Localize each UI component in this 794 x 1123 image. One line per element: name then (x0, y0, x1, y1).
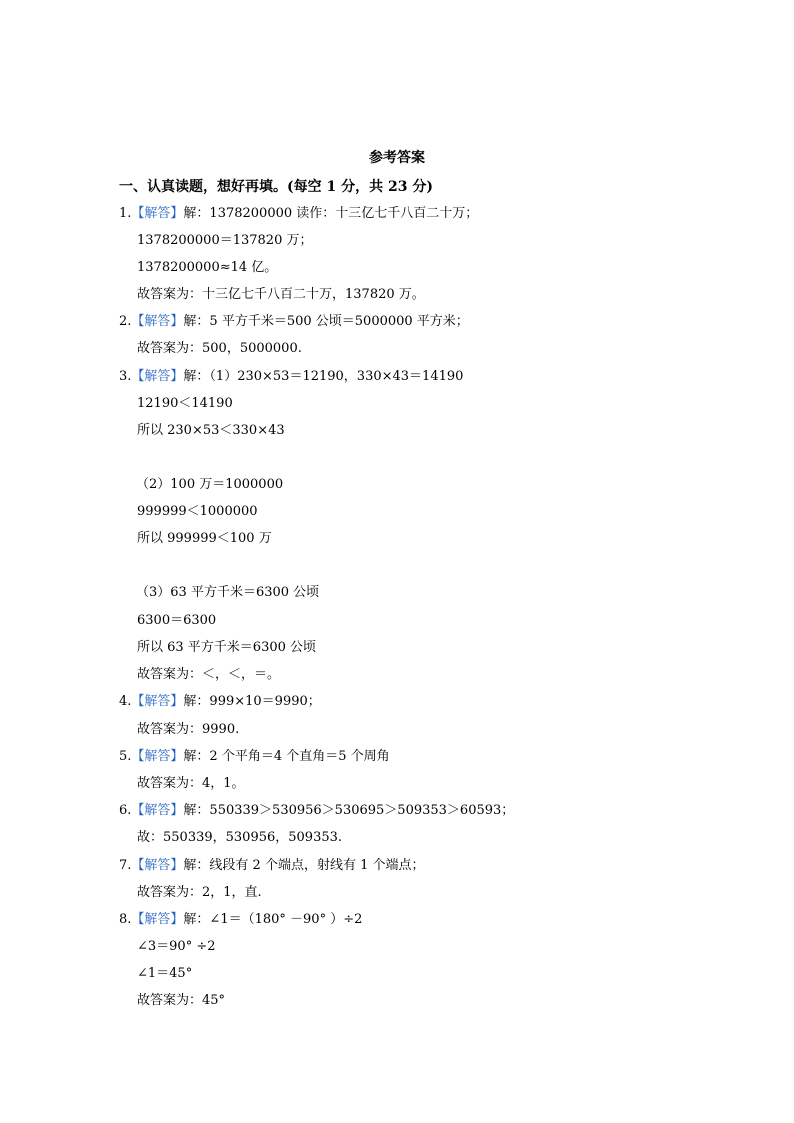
answer-2-lead: 2.【解答】解：5 平方千米＝500 公顷＝5000000 平方米； (119, 314, 469, 329)
answer-7-line: 故答案为：2，1，直. (137, 885, 262, 900)
answer-3-line: 999999＜1000000 (137, 504, 258, 519)
answer-8-line: ∠3＝90° ÷2 (137, 939, 216, 954)
answer-4-lead: 4.【解答】解：999×10＝9990； (119, 694, 321, 709)
answer-3-line: 12190＜14190 (137, 396, 233, 411)
answer-tag: 【解答】 (131, 749, 184, 764)
answer-tag: 【解答】 (131, 314, 184, 329)
answer-3-line: 6300＝6300 (137, 613, 217, 628)
answer-3-line: 所以 63 平方千米＝6300 公顷 (137, 640, 317, 655)
answer-6-line: 故：550339，530956，509353. (137, 830, 343, 845)
answer-4-line: 故答案为：9990. (137, 722, 240, 737)
answer-3-line: （2）100 万＝1000000 (136, 477, 284, 492)
answer-7-lead: 7.【解答】解：线段有 2 个端点，射线有 1 个端点； (119, 858, 425, 873)
answer-1-line: 1378200000＝137820 万； (137, 233, 313, 248)
answer-8-line: 故答案为：45° (137, 993, 226, 1008)
page-title: 参考答案 (369, 150, 425, 166)
answer-5-lead: 5.【解答】解：2 个平角＝4 个直角＝5 个周角 (119, 749, 390, 764)
answer-tag: 【解答】 (131, 694, 184, 709)
answer-8-lead: 8.【解答】解：∠1＝（180° －90° ）÷2 (119, 912, 363, 927)
answer-3-lead: 3.【解答】解：（1）230×53＝12190，330×43＝14190 (119, 369, 464, 384)
answer-tag: 【解答】 (131, 369, 184, 384)
answer-tag: 【解答】 (131, 803, 184, 818)
answer-3-line: （3）63 平方千米＝6300 公顷 (136, 585, 320, 600)
answer-2-line: 故答案为：500，5000000. (137, 341, 302, 356)
answer-8-line: ∠1＝45° (137, 966, 193, 981)
answer-1-line: 1378200000≈14 亿。 (137, 260, 278, 275)
answer-3-line: 故答案为：＜，＜，＝。 (137, 667, 281, 682)
answer-6-lead: 6.【解答】解：550339＞530956＞530695＞509353＞60593； (119, 803, 515, 818)
answer-tag: 【解答】 (131, 912, 184, 927)
answer-1-line: 故答案为：十三亿七千八百二十万，137820 万。 (137, 287, 425, 302)
answer-1-lead: 1.【解答】解：1378200000 读作：十三亿七千八百二十万； (119, 206, 479, 221)
section-heading: 一、认真读题，想好再填。(每空 1 分，共 23 分) (119, 179, 433, 195)
answer-3-line: 所以 230×53＜330×43 (137, 423, 285, 438)
answer-5-line: 故答案为：4，1。 (137, 776, 245, 791)
answer-tag: 【解答】 (131, 858, 184, 873)
answer-3-line: 所以 999999＜100 万 (137, 531, 272, 546)
answer-tag: 【解答】 (131, 206, 184, 221)
